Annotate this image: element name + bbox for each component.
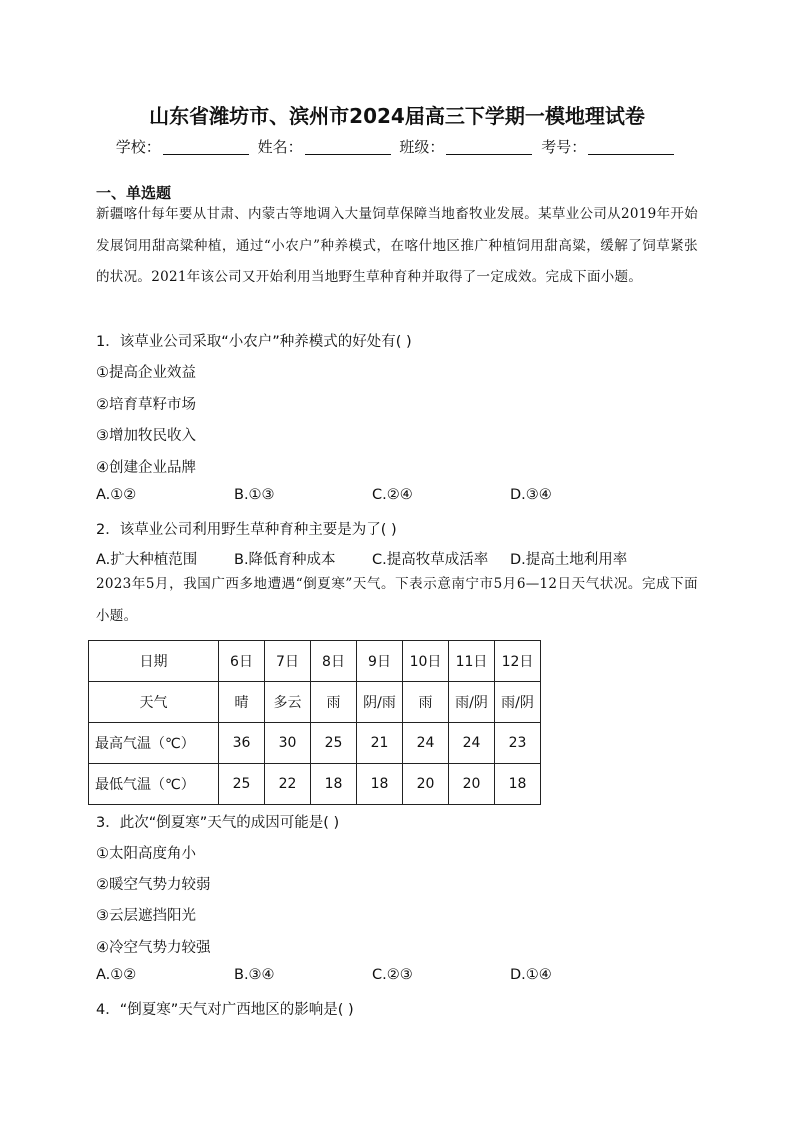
table-cell: 9日: [357, 641, 403, 682]
table-cell: 23: [495, 723, 541, 764]
table-cell: 8日: [311, 641, 357, 682]
table-cell: 30: [265, 723, 311, 764]
table-cell: 10日: [403, 641, 449, 682]
question-2-option-c: C.提高牧草成活率: [372, 552, 489, 568]
exam-number-blank: [588, 140, 674, 155]
table-cell: 36: [219, 723, 265, 764]
question-2-option-b: B.降低育种成本: [234, 552, 336, 568]
table-cell: 多云: [265, 682, 311, 723]
table-cell: 雨: [311, 682, 357, 723]
question-4-stem: 4．“倒夏寒”天气对广西地区的影响是( ): [96, 1002, 354, 1018]
table-cell: 晴: [219, 682, 265, 723]
table-cell: 雨/阴: [495, 682, 541, 723]
table-cell: 雨/阴: [449, 682, 495, 723]
question-1-option-c: C.②④: [372, 487, 413, 503]
page-title: 山东省潍坊市、滨州市2024届高三下学期一模地理试卷: [149, 104, 645, 128]
table-cell: 22: [265, 764, 311, 805]
school-label: 学校：: [115, 138, 161, 156]
table-row: [89, 682, 541, 723]
question-3-item: ④冷空气势力较强: [96, 940, 211, 956]
question-1-item: ③增加牧民收入: [96, 428, 196, 444]
table-row: [89, 723, 541, 764]
question-3-option-d: D.①④: [510, 967, 552, 983]
question-1-item: ④创建企业品牌: [96, 460, 196, 476]
table-cell: 6日: [219, 641, 265, 682]
table-header-cell: 最低气温（℃）: [89, 764, 219, 805]
table-header-cell: 日期: [89, 641, 219, 682]
name-label: 姓名：: [257, 138, 303, 156]
table-cell: 12日: [495, 641, 541, 682]
question-3-stem: 3．此次“倒夏寒”天气的成因可能是( ): [96, 815, 340, 831]
question-3-option-b: B.③④: [234, 967, 275, 983]
table-cell: 7日: [265, 641, 311, 682]
table-cell: 20: [403, 764, 449, 805]
table-cell: 阴/雨: [357, 682, 403, 723]
question-1-option-b: B.①③: [234, 487, 275, 503]
table-cell: 11日: [449, 641, 495, 682]
question-3-option-c: C.②③: [372, 967, 413, 983]
table-cell: 24: [449, 723, 495, 764]
table-cell: 25: [311, 723, 357, 764]
school-blank: [163, 140, 249, 155]
table-row: [89, 764, 541, 805]
table-cell: 24: [403, 723, 449, 764]
question-1-item: ②培育草籽市场: [96, 397, 196, 413]
question-1-option-d: D.③④: [510, 487, 552, 503]
name-blank: [305, 140, 391, 155]
section-heading: 一、单选题: [96, 184, 172, 202]
table-cell: 25: [219, 764, 265, 805]
question-2-option-d: D.提高土地利用率: [510, 552, 628, 568]
table-cell: 18: [357, 764, 403, 805]
question-2-option-a: A.扩大种植范围: [96, 552, 198, 568]
question-1-stem: 1．该草业公司采取“小农户”种养模式的好处有( ): [96, 334, 412, 350]
table-cell: 20: [449, 764, 495, 805]
table-header-cell: 天气: [89, 682, 219, 723]
question-2-stem: 2．该草业公司利用野生草种育种主要是为了( ): [96, 522, 397, 538]
passage-2: 2023年5月，我国广西多地遭遇“倒夏寒”天气。下表示意南宁市5月6—12日天气状况。完成下面小题。: [96, 576, 698, 624]
student-info-line: [0, 136, 794, 157]
exam-number-label: 考号：: [541, 138, 587, 156]
question-3-item: ③云层遮挡阳光: [96, 908, 196, 924]
table-cell: 雨: [403, 682, 449, 723]
table-cell: 18: [495, 764, 541, 805]
table-cell: 21: [357, 723, 403, 764]
table-header-cell: 最高气温（℃）: [89, 723, 219, 764]
class-blank: [446, 140, 532, 155]
question-3-option-a: A.①②: [96, 967, 137, 983]
table-cell: 18: [311, 764, 357, 805]
question-3-item: ②暖空气势力较弱: [96, 877, 211, 893]
weather-table: [88, 640, 541, 805]
question-1-option-a: A.①②: [96, 487, 137, 503]
question-3-item: ①太阳高度角小: [96, 846, 196, 862]
passage-1: 新疆喀什每年要从甘肃、内蒙古等地调入大量饲草保障当地畜牧业发展。某草业公司从2019年开始发展饲用甜高粱种植，通过“小农户”种养模式，在喀什地区推广种植饲用甜高粱，缓解了饲草紧张的状况。2021年该公司又开始利用当地野生草种育种并取得了一定成效。完成下面小题。: [96, 206, 698, 285]
class-label: 班级：: [399, 138, 445, 156]
table-row: [89, 641, 541, 682]
question-1-item: ①提高企业效益: [96, 365, 196, 381]
